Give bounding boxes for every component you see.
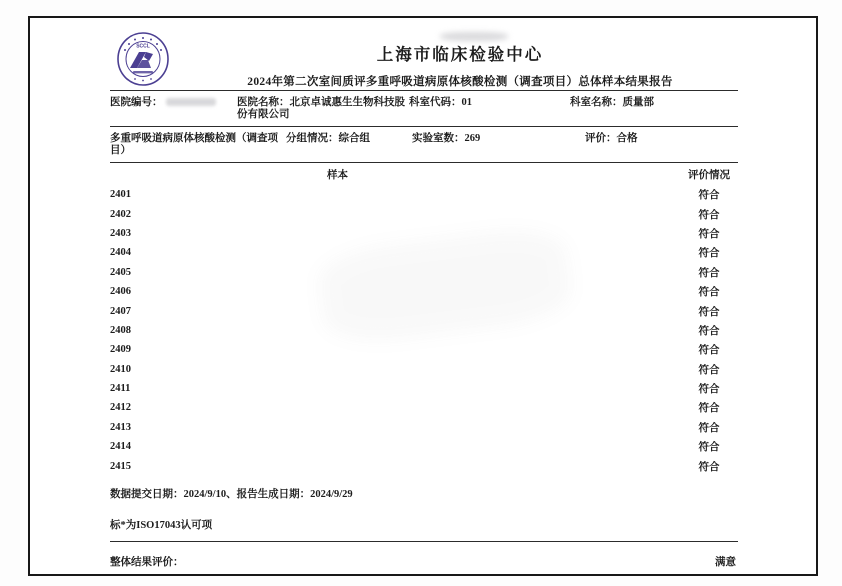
dept-name-field bbox=[570, 97, 738, 120]
title-block bbox=[182, 28, 738, 89]
table-row bbox=[110, 398, 738, 417]
evaluation-cell: 符合 bbox=[698, 209, 720, 221]
evaluation-cell: 符合 bbox=[698, 190, 720, 202]
hospital-info-row bbox=[110, 91, 738, 126]
lab-count-value: 269 bbox=[464, 133, 481, 144]
sample-id-cell: 2409 bbox=[110, 344, 131, 356]
evaluation-cell: 符合 bbox=[698, 422, 720, 434]
dept-code-field bbox=[409, 97, 570, 120]
evaluation-cell: 符合 bbox=[698, 403, 720, 415]
sample-column-header: 样本 bbox=[327, 170, 348, 181]
overall-result-label: 整体结果评价： bbox=[110, 556, 184, 568]
dept-code-label: 科室代码： bbox=[409, 97, 462, 108]
sample-id-cell: 2404 bbox=[110, 247, 131, 259]
iso-accreditation-note: 标*为ISO17043认可项 bbox=[110, 519, 213, 531]
test-name-value: 多重呼吸道病原体核酸检测（调查项目） bbox=[110, 133, 278, 156]
table-row bbox=[110, 437, 738, 456]
hospital-name-label: 医院名称： bbox=[237, 97, 290, 108]
table-row bbox=[110, 418, 738, 437]
dept-name-label: 科室名称： bbox=[570, 97, 623, 108]
sample-id-cell: 2412 bbox=[110, 402, 131, 414]
evaluation-cell: 符合 bbox=[698, 228, 720, 240]
sample-id-cell: 2403 bbox=[110, 227, 131, 239]
evaluation-cell: 符合 bbox=[698, 306, 720, 318]
sample-id-cell: 2408 bbox=[110, 324, 131, 336]
evaluation-cell: 符合 bbox=[698, 345, 720, 357]
sample-id-cell: 2405 bbox=[110, 266, 131, 278]
sample-id-cell: 2413 bbox=[110, 421, 131, 433]
group-field bbox=[286, 133, 412, 156]
report-title: 2024年第二次室间质评多重呼吸道病原体核酸检测（调查项目）总体样本结果报告 bbox=[247, 76, 673, 88]
evaluation-value: 合格 bbox=[616, 133, 638, 144]
overall-result-row bbox=[110, 542, 738, 569]
sample-id-cell: 2402 bbox=[110, 208, 131, 220]
organization-name: 上海市临床检验中心 bbox=[376, 45, 544, 64]
redacted-hospital-number bbox=[166, 98, 216, 106]
sample-id-cell: 2414 bbox=[110, 441, 131, 453]
group-label: 分组情况： bbox=[286, 133, 339, 144]
evaluation-cell: 符合 bbox=[698, 384, 720, 396]
table-row bbox=[110, 360, 738, 379]
svg-text:SCCL: SCCL bbox=[136, 43, 150, 50]
hospital-number-label: 医院编号： bbox=[110, 97, 163, 108]
evaluation-cell: 符合 bbox=[698, 267, 720, 279]
sample-id-cell: 2406 bbox=[110, 286, 131, 298]
hospital-name-field bbox=[237, 97, 409, 120]
group-value: 综合组 bbox=[338, 133, 370, 144]
evaluation-field bbox=[585, 133, 738, 156]
test-name-field bbox=[110, 133, 286, 156]
org-seal-logo bbox=[115, 30, 171, 88]
sample-id-cell: 2410 bbox=[110, 363, 131, 375]
table-row bbox=[110, 340, 738, 359]
hospital-name-value: 北京卓诚惠生生物科技股份有限公司 bbox=[237, 97, 405, 120]
evaluation-cell: 符合 bbox=[698, 325, 720, 337]
evaluation-cell: 符合 bbox=[698, 364, 720, 376]
sample-id-cell: 2407 bbox=[110, 305, 131, 317]
seal-icon bbox=[115, 30, 171, 88]
report-dates-line: 数据提交日期：2024/9/10、报告生成日期：2024/9/29 bbox=[110, 488, 353, 500]
redaction-smudge bbox=[440, 32, 508, 41]
table-row bbox=[110, 185, 738, 204]
sample-id-cell: 2401 bbox=[110, 189, 131, 201]
evaluation-column-header: 评价情况 bbox=[688, 170, 730, 181]
test-info-row bbox=[110, 127, 738, 162]
table-row bbox=[110, 204, 738, 223]
dept-name-value: 质量部 bbox=[622, 97, 654, 108]
overall-result-value: 满意 bbox=[715, 556, 736, 568]
table-header-row bbox=[110, 164, 738, 185]
hospital-number-field bbox=[110, 97, 237, 120]
evaluation-cell: 符合 bbox=[698, 442, 720, 454]
lab-count-field bbox=[412, 133, 585, 156]
lab-count-label: 实验室数： bbox=[412, 133, 465, 144]
evaluation-cell: 符合 bbox=[698, 287, 720, 299]
evaluation-cell: 符合 bbox=[698, 461, 720, 473]
dept-code-value: 01 bbox=[461, 97, 472, 108]
report-header bbox=[110, 28, 738, 90]
divider-line bbox=[110, 162, 738, 163]
evaluation-cell: 符合 bbox=[698, 248, 720, 260]
table-row bbox=[110, 379, 738, 398]
sample-id-cell: 2415 bbox=[110, 460, 131, 472]
sample-id-cell: 2411 bbox=[110, 383, 131, 395]
table-row bbox=[110, 456, 738, 475]
evaluation-label: 评价： bbox=[585, 133, 617, 144]
